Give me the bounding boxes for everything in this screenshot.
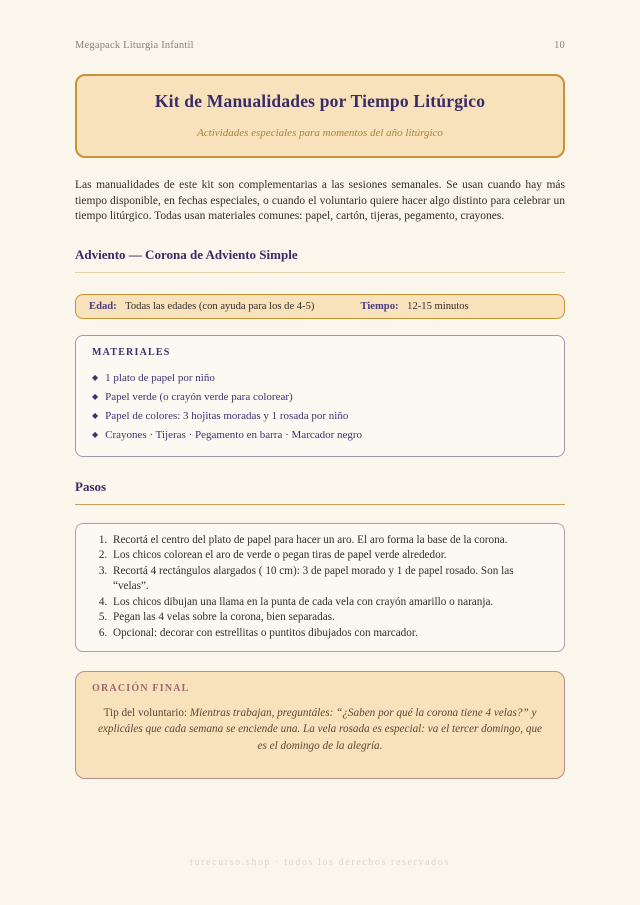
materials-label: MATERIALES bbox=[92, 346, 171, 358]
title-box bbox=[75, 74, 565, 158]
materials-item bbox=[92, 426, 548, 445]
materials-item bbox=[92, 407, 548, 426]
meta-box bbox=[75, 294, 565, 319]
section-divider bbox=[75, 272, 565, 273]
prayer-box bbox=[75, 671, 565, 780]
diamond-bullet-icon: ◆ bbox=[92, 372, 99, 382]
diamond-bullet-icon: ◆ bbox=[92, 410, 99, 420]
age-field bbox=[89, 301, 314, 312]
prayer-tip-body: Mientras trabajan, preguntáles: “¿Saben por qué la corona tiene 4 velas?” y explicáles que cada semana se enciende una. La vela rosada es especial: va el tercer domingo, que es el domingo de la alegría. bbox=[97, 706, 543, 752]
section-heading-adviento: Adviento — Corona de Adviento Simple bbox=[75, 246, 298, 262]
prayer-label: ORACIÓN FINAL bbox=[92, 682, 190, 694]
age-label: Edad: bbox=[89, 300, 117, 312]
materials-item bbox=[92, 369, 548, 388]
diamond-bullet-icon: ◆ bbox=[92, 391, 99, 401]
steps-box bbox=[75, 523, 565, 652]
step-item: 5. Pegan las 4 velas sobre la corona, bien separadas. bbox=[110, 610, 552, 626]
age-value: Todas las edades (con ayuda para los de 4-5) bbox=[125, 300, 315, 312]
document-title-running-head: Megapack Liturgia Infantil bbox=[75, 40, 194, 51]
materials-box bbox=[75, 335, 565, 457]
step-item: 2. Los chicos colorean el aro de verde o pegan tiras de papel verde alrededor. bbox=[110, 548, 552, 564]
page-header bbox=[75, 40, 565, 51]
materials-list bbox=[92, 369, 548, 445]
prayer-tip bbox=[92, 705, 548, 755]
diamond-bullet-icon: ◆ bbox=[92, 429, 99, 439]
page-title: Kit de Manualidades por Tiempo Litúrgico bbox=[154, 91, 486, 111]
step-item: 4. Los chicos dibujan una llama en la punta de cada vela con crayón amarillo o naranja. bbox=[110, 595, 552, 611]
page-number: 10 bbox=[554, 40, 565, 51]
steps-divider bbox=[75, 504, 565, 505]
step-item: 3. Recortá 4 rectángulos alargados ( 10 cm): 3 de papel morado y 1 de papel rosado. Son las “velas”. bbox=[110, 564, 552, 595]
materials-item-text: Papel de colores: 3 hojitas moradas y 1 rosada por niño bbox=[105, 409, 349, 422]
step-item: 6. Opcional: decorar con estrellitas o puntitos dibujados con marcador. bbox=[110, 626, 552, 642]
intro-paragraph: Las manualidades de este kit son complementarias a las sesiones semanales. Se usan cuando hay más tiempo disponible, en fechas especiales, o cuando el voluntario quiere hacer algo distinto para celebrar un tiempo litúrgico. Todas usan materiales comunes: papel, cartón, tijeras, pegamento, crayones. bbox=[75, 179, 565, 222]
time-value: 12-15 minutos bbox=[407, 300, 469, 312]
materials-item-text: Papel verde (o crayón verde para colorear) bbox=[105, 390, 293, 403]
time-label: Tiempo: bbox=[360, 300, 399, 312]
page-footer: turecurso.shop · todos los derechos reservados bbox=[190, 857, 450, 868]
materials-item-text: Crayones · Tijeras · Pegamento en barra · Marcador negro bbox=[105, 428, 363, 441]
prayer-tip-lead: Tip del voluntario: bbox=[103, 706, 188, 719]
time-field bbox=[360, 301, 468, 312]
materials-item-text: 1 plato de papel por niño bbox=[105, 371, 215, 384]
step-item: 1. Recortá el centro del plato de papel para hacer un aro. El aro forma la base de la corona. bbox=[110, 533, 552, 549]
steps-list bbox=[88, 533, 552, 642]
page-subtitle: Actividades especiales para momentos del año litúrgico bbox=[197, 127, 443, 139]
materials-item bbox=[92, 388, 548, 407]
section-heading-pasos: Pasos bbox=[75, 478, 107, 494]
